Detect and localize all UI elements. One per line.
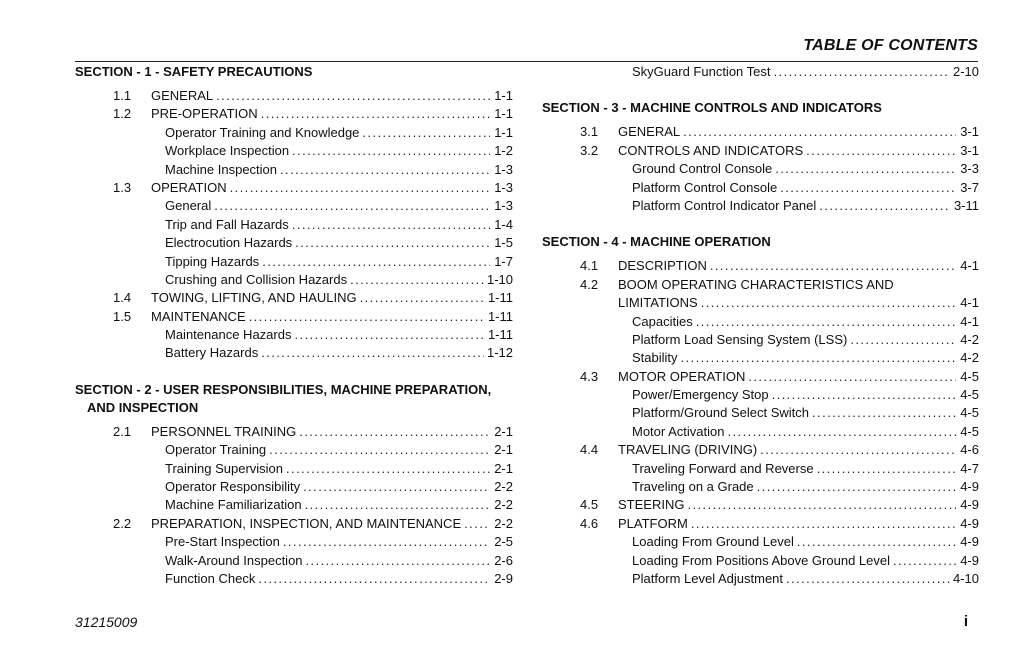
toc-entry-title: Crushing and Collision Hazards <box>165 271 348 287</box>
toc-entry-page: 2-2 <box>494 515 513 531</box>
toc-entry[interactable] <box>75 552 513 570</box>
toc-entry-number: 4.3 <box>580 368 599 384</box>
toc-entry-page: 1-10 <box>486 271 513 287</box>
dot-leader <box>893 552 956 570</box>
dot-leader <box>283 533 490 551</box>
toc-entry[interactable] <box>75 533 513 551</box>
dot-leader <box>748 368 956 386</box>
toc-entry-title: Workplace Inspection <box>165 143 290 159</box>
toc-entry[interactable] <box>542 313 979 331</box>
dot-leader <box>696 313 956 331</box>
toc-entry-number: 2.1 <box>113 423 132 439</box>
dot-leader <box>280 161 490 179</box>
toc-entry[interactable] <box>542 496 979 514</box>
toc-entry[interactable] <box>542 63 979 81</box>
dot-leader <box>286 460 490 478</box>
dot-leader <box>710 257 956 275</box>
dot-leader <box>249 308 485 326</box>
toc-entry-title: Operator Training and Knowledge <box>165 124 360 140</box>
toc-entry[interactable] <box>542 368 979 386</box>
page-title: TABLE OF CONTENTS <box>803 37 978 54</box>
toc-entry-page: 1-4 <box>494 216 513 232</box>
toc-entry-number: 1.2 <box>113 106 132 122</box>
toc-entry[interactable] <box>75 478 513 496</box>
toc-entry-title: Traveling Forward and Reverse <box>632 460 814 476</box>
toc-entry-title: GENERAL <box>151 88 214 103</box>
toc-entry-title: General <box>165 198 212 214</box>
toc-entry[interactable] <box>75 289 513 307</box>
toc-entry-number: 4.2 <box>580 276 599 292</box>
toc-entry-page: 2-1 <box>494 442 513 458</box>
toc-entry-number: 1.4 <box>113 290 132 306</box>
dot-leader <box>350 271 484 289</box>
toc-entry-title: Platform Control Console <box>632 179 778 195</box>
toc-entry[interactable] <box>75 253 513 271</box>
toc-entry-page: 4-2 <box>960 331 979 347</box>
toc-entry-page: 4-5 <box>960 368 979 384</box>
toc-entry[interactable] <box>542 123 979 141</box>
toc-entry-number: 4.5 <box>580 497 599 513</box>
toc-entry-title: PERSONNEL TRAINING <box>151 423 297 439</box>
dot-leader <box>687 496 956 514</box>
toc-entry-title: Machine Familiarization <box>165 497 302 513</box>
toc-entry-title: Traveling on a Grade <box>632 479 754 495</box>
toc-entry-title: TOWING, LIFTING, AND HAULING <box>151 290 357 306</box>
dot-leader <box>360 289 485 307</box>
toc-entry[interactable] <box>75 460 513 478</box>
page-number: i <box>963 613 968 630</box>
toc-entry-title: Trip and Fall Hazards <box>165 216 289 232</box>
dot-leader <box>806 142 956 160</box>
toc-entry[interactable] <box>75 515 513 533</box>
dot-leader <box>216 87 490 105</box>
dot-leader <box>681 349 956 367</box>
toc-entry-page: 1-2 <box>494 143 513 159</box>
dot-leader <box>295 234 490 252</box>
dot-leader <box>691 515 956 533</box>
toc-entry[interactable] <box>75 441 513 459</box>
toc-entry-page: 3-7 <box>960 179 979 195</box>
section-heading-line: AND INSPECTION <box>87 399 199 415</box>
toc-entry-number: 4.1 <box>580 258 599 274</box>
dot-leader <box>303 478 490 496</box>
toc-entry-title: Training Supervision <box>165 460 284 476</box>
toc-entry-number: 1.3 <box>113 179 132 195</box>
left-column <box>75 63 513 588</box>
toc-entry[interactable] <box>542 478 979 496</box>
toc-entry-title: OPERATION <box>151 179 227 195</box>
toc-entry-page: 3-1 <box>960 142 979 158</box>
toc-list <box>542 123 979 215</box>
toc-entry-title: Function Check <box>165 570 256 586</box>
toc-entry-page: 2-2 <box>494 497 513 513</box>
toc-entry[interactable] <box>542 460 979 478</box>
dot-leader <box>772 386 956 404</box>
section-heading: SECTION - 4 - MACHINE OPERATION <box>542 234 771 250</box>
toc-entry-page: 1-3 <box>494 198 513 214</box>
dot-leader <box>683 123 956 141</box>
toc-entry[interactable] <box>542 349 979 367</box>
toc-entry-title: Loading From Ground Level <box>632 534 794 550</box>
toc-entry-title: BOOM OPERATING CHARACTERISTICS AND <box>618 276 894 292</box>
toc-entry[interactable] <box>75 326 513 344</box>
toc-entry-title: Walk-Around Inspection <box>165 552 303 568</box>
toc-entry-page: 4-5 <box>960 405 979 421</box>
toc-entry-page: 3-3 <box>960 161 979 177</box>
dot-leader <box>774 63 950 81</box>
toc-entry-page: 2-1 <box>494 423 513 439</box>
toc-entry[interactable] <box>542 179 979 197</box>
document-number: 31215009 <box>75 614 138 630</box>
toc-entry-page: 4-9 <box>960 497 979 513</box>
dot-leader <box>819 197 951 215</box>
toc-entry[interactable] <box>75 423 513 441</box>
toc-entry-title: CONTROLS AND INDICATORS <box>618 142 804 158</box>
dot-leader <box>812 404 956 422</box>
toc-entry[interactable] <box>75 570 513 588</box>
dot-leader <box>258 570 490 588</box>
toc-entry[interactable] <box>542 257 979 275</box>
dot-leader <box>262 253 490 271</box>
toc-entry[interactable] <box>75 308 513 326</box>
toc-entry-number: 1.1 <box>113 88 132 103</box>
toc-entry-title: PRE-OPERATION <box>151 106 258 122</box>
toc-entry-page: 2-2 <box>494 479 513 495</box>
toc-entry-number: 4.4 <box>580 442 599 458</box>
dot-leader <box>850 331 956 349</box>
toc-entry-page: 1-1 <box>494 88 513 103</box>
toc-entry[interactable] <box>542 404 979 422</box>
toc-entry-page: 1-11 <box>487 290 513 306</box>
toc-entry-title: Tipping Hazards <box>165 253 260 269</box>
toc-entry-title: DESCRIPTION <box>618 258 707 274</box>
toc-entry-number: 4.6 <box>580 515 599 531</box>
toc-entry-page: 4-10 <box>952 570 979 586</box>
toc-list <box>75 423 513 589</box>
toc-entry-number: 2.2 <box>113 515 132 531</box>
toc-entry-number: 3.2 <box>580 142 599 158</box>
toc-entry-title: Loading From Positions Above Ground Level <box>632 552 890 568</box>
toc-entry-page: 2-10 <box>952 64 979 79</box>
dot-leader <box>362 124 490 142</box>
toc-entry[interactable] <box>75 142 513 160</box>
toc-entry-title: Machine Inspection <box>165 161 278 177</box>
toc-entry-title: TRAVELING (DRIVING) <box>618 442 758 458</box>
toc-entry[interactable] <box>542 331 979 349</box>
toc-entry-title: Operator Responsibility <box>165 479 301 495</box>
toc-entry-page: 1-12 <box>486 345 513 361</box>
toc-entry[interactable] <box>542 294 979 312</box>
toc-entry-page: 4-1 <box>960 313 979 329</box>
toc-entry[interactable] <box>75 234 513 252</box>
toc-entry-page: 3-11 <box>953 197 979 213</box>
toc-entry-page: 4-9 <box>960 515 979 531</box>
toc-entry[interactable] <box>542 160 979 178</box>
toc-entry-page: 4-1 <box>960 258 979 274</box>
toc-entry[interactable] <box>75 179 513 197</box>
toc-list <box>542 257 979 588</box>
toc-entry-title: Power/Emergency Stop <box>632 387 769 403</box>
toc-entry[interactable] <box>542 276 979 294</box>
toc-entry-title: Ground Control Console <box>632 161 773 177</box>
toc-entry-page: 1-11 <box>487 308 513 324</box>
toc-entry-title: Battery Hazards <box>165 345 259 361</box>
toc-entry[interactable] <box>75 216 513 234</box>
toc-entry-number: 1.5 <box>113 308 132 324</box>
toc-entry-title: Platform/Ground Select Switch <box>632 405 810 421</box>
toc-entry-page: 4-5 <box>960 387 979 403</box>
toc-entry[interactable] <box>75 197 513 215</box>
toc-entry-page: 1-11 <box>487 327 513 343</box>
toc-entry-page: 1-3 <box>494 161 513 177</box>
header-rule <box>75 61 978 62</box>
toc-entry[interactable] <box>542 386 979 404</box>
toc-entry[interactable] <box>542 515 979 533</box>
toc-entry-page: 2-5 <box>494 534 513 550</box>
toc-entry-title: PREPARATION, INSPECTION, AND MAINTENANCE <box>151 515 462 531</box>
dot-leader <box>294 326 484 344</box>
toc-entry-page: 1-5 <box>494 235 513 251</box>
section-heading-line: SECTION - 2 - USER RESPONSIBILITIES, MACHINE PREPARATION, <box>75 381 492 397</box>
dot-leader <box>261 105 490 123</box>
toc-entry[interactable] <box>75 124 513 142</box>
toc-entry-page: 1-1 <box>494 124 513 140</box>
right-column <box>542 63 979 588</box>
dot-leader <box>292 216 490 234</box>
dot-leader <box>306 552 490 570</box>
toc-entry-title: Platform Load Sensing System (LSS) <box>632 331 848 347</box>
toc-entry[interactable] <box>75 344 513 362</box>
toc-entry-title: Platform Control Indicator Panel <box>632 197 817 213</box>
dot-leader <box>757 478 956 496</box>
dot-leader <box>299 423 490 441</box>
toc-entry[interactable] <box>542 423 979 441</box>
toc-entry-page: 3-1 <box>960 124 979 140</box>
dot-leader <box>305 496 490 514</box>
toc-entry-title: Operator Training <box>165 442 267 458</box>
toc-entry[interactable] <box>542 441 979 459</box>
toc-entry[interactable] <box>542 552 979 570</box>
dot-leader <box>269 441 490 459</box>
dot-leader <box>292 142 490 160</box>
section-heading: SECTION - 1 - SAFETY PRECAUTIONS <box>75 64 313 79</box>
dot-leader <box>701 294 956 312</box>
toc-entry-title: Motor Activation <box>632 423 725 439</box>
toc-list <box>542 63 979 81</box>
toc-entry-page: 1-7 <box>494 253 513 269</box>
toc-entry-title: Maintenance Hazards <box>165 327 292 343</box>
section-heading <box>75 381 513 417</box>
toc-entry-page: 2-1 <box>494 460 513 476</box>
toc-entry-page: 4-7 <box>960 460 979 476</box>
toc-entry-page: 4-9 <box>960 534 979 550</box>
toc-entry-page: 4-2 <box>960 350 979 366</box>
toc-entry-title: STEERING <box>618 497 685 513</box>
toc-entry-title: Electrocution Hazards <box>165 235 293 251</box>
toc-entry[interactable] <box>542 197 979 215</box>
dot-leader <box>464 515 490 533</box>
dot-leader <box>817 460 956 478</box>
toc-entry-title: SkyGuard Function Test <box>632 64 771 79</box>
toc-entry-page: 2-9 <box>494 570 513 586</box>
toc-entry-page: 4-9 <box>960 552 979 568</box>
toc-entry-page: 4-6 <box>960 442 979 458</box>
toc-entry[interactable] <box>542 570 979 588</box>
dot-leader <box>775 160 956 178</box>
toc-entry-page: 1-1 <box>494 106 513 122</box>
section-heading: SECTION - 3 - MACHINE CONTROLS AND INDICATORS <box>542 100 882 116</box>
dot-leader <box>230 179 490 197</box>
toc-entry-title: PLATFORM <box>618 515 688 531</box>
toc-entry-page: 4-1 <box>960 295 979 311</box>
dot-leader <box>797 533 956 551</box>
toc-entry-title: Capacities <box>632 313 693 329</box>
toc-entry-number: 3.1 <box>580 124 599 140</box>
toc-entry-title: Stability <box>632 350 678 366</box>
dot-leader <box>728 423 957 441</box>
dot-leader <box>786 570 950 588</box>
dot-leader <box>261 344 484 362</box>
toc-entry[interactable] <box>75 161 513 179</box>
toc-entry[interactable] <box>75 496 513 514</box>
dot-leader <box>214 197 490 215</box>
toc-entry[interactable] <box>75 271 513 289</box>
dot-leader <box>760 441 956 459</box>
toc-entry-page: 4-9 <box>960 479 979 495</box>
toc-list <box>75 87 513 363</box>
toc-entry-page: 2-6 <box>494 552 513 568</box>
toc-entry[interactable] <box>75 105 513 123</box>
toc-entry-page: 1-3 <box>494 179 513 195</box>
toc-entry[interactable] <box>542 142 979 160</box>
toc-entry-title: MOTOR OPERATION <box>618 368 746 384</box>
toc-entry-title: GENERAL <box>618 124 681 140</box>
toc-entry[interactable] <box>75 87 513 105</box>
toc-entry-title: LIMITATIONS <box>618 295 698 311</box>
toc-entry-title: Platform Level Adjustment <box>632 570 784 586</box>
toc-entry[interactable] <box>542 533 979 551</box>
dot-leader <box>780 179 956 197</box>
toc-entry-title: MAINTENANCE <box>151 308 246 324</box>
toc-entry-page: 4-5 <box>960 423 979 439</box>
toc-entry-title: Pre-Start Inspection <box>165 534 280 550</box>
